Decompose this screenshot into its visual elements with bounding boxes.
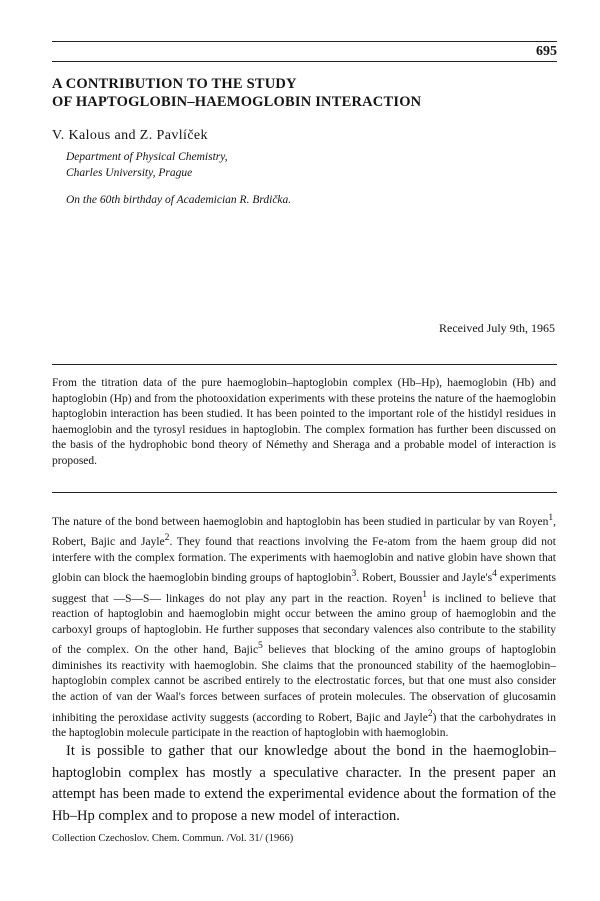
reference-marker: 3 [351,568,357,580]
page-number: 695 [536,44,557,59]
reference-marker: 1 [548,512,554,523]
abstract-bottom-rule [52,492,557,493]
body-text: . They found that reactions involving the Fe-atom from the haem group did not interfere with the complex formation. The experiments with haemoglobin and native globin have shown that globin can block the haemoglobin binding groups of haptoglobin [52,536,556,585]
reference-marker: 4 [492,568,497,580]
abstract-top-rule [52,364,557,365]
received-date: Received July 9th, 1965 [439,321,555,335]
body-text: is inclined to believe that reaction of haptoglobin and haemoglobin might occur between the amino group of haemoglobin and the carboxyl groups of haptoglobin. He further supposes that secondary valences also contribute to the stability of the complex. On the other hand, Bajic [52,592,557,657]
body-text: ) that the carbohydrates in the haptoglobin molecule participate in the reaction of haptoglobin with haemoglobin. [52,711,556,740]
title-line-2: OF HAPTOGLOBIN–HAEMOGLOBIN INTERACTION [52,94,422,110]
abstract: From the titration data of the pure haemoglobin–haptoglobin complex (Hb–Hp), haemoglobin (Hb) and haptoglobin (Hp) and from the photooxidation experiments with these proteins the nature of the haemoglobin haptoglobin interaction has been studied. It has been pointed to the important role of the histidyl residues in haemoglobin and the tyrosyl residues in haptoglobin. The complex formation has further been discussed on the basis of the hydrophobic bond theory of Némethy and Sheraga and a probable model of interaction is proposed. [52,377,556,467]
body-text: The nature of the bond between haemoglobin and haptoglobin has been studied in particular by van Royen [52,515,549,528]
reference-marker: 2 [164,532,170,544]
body-text: , Robert, Bajic and Jayle [52,515,556,549]
body-text: experiments suggest that —S—S— linkages do not play any part in the reaction. Royen [52,572,556,605]
body-paragraph-1 [52,510,556,742]
body-text: . Robert, Boussier and Jayle's [356,572,493,585]
header-rule [52,41,557,42]
reference-marker: 1 [422,588,428,600]
dedication: On the 60th birthday of Academician R. Brdička. [66,194,292,206]
authors: V. Kalous and Z. Pavlíček [52,128,208,143]
body-paragraph-2: It is possible to gather that our knowledge about the bond in the haemoglobin–haptoglobin complex has mostly a speculative character. In the present paper an attempt has been made to extend the experimental evidence about the formation of the Hb–Hp complex and to propose a new model of interaction. [52,743,556,824]
reference-marker: 2 [427,707,433,719]
reference-marker: 5 [258,640,263,652]
title-line-1: A CONTRIBUTION TO THE STUDY [52,76,297,92]
affiliation-department: Department of Physical Chemistry, [66,151,228,163]
body-text: believes that blocking of the amino groups of haptoglobin diminishes its reactivity with haemoglobin. She claims that the pronounced stability of the haemoglobin–haptoglobin complex cannot be ascribed entirely to the electrostatic forces, but that one must also consider the action of van der Waal's forces between surfaces of protein molecules. The observation of glucosamin inhibiting the peroxidase activity suggests (according to Robert, Bajic and Jayle [52,644,556,724]
affiliation-university: Charles University, Prague [66,167,193,179]
header-rule-lower [52,61,557,62]
journal-footer: Collection Czechoslov. Chem. Commun. /Vol. 31/ (1966) [52,833,294,844]
article-title [52,75,552,111]
